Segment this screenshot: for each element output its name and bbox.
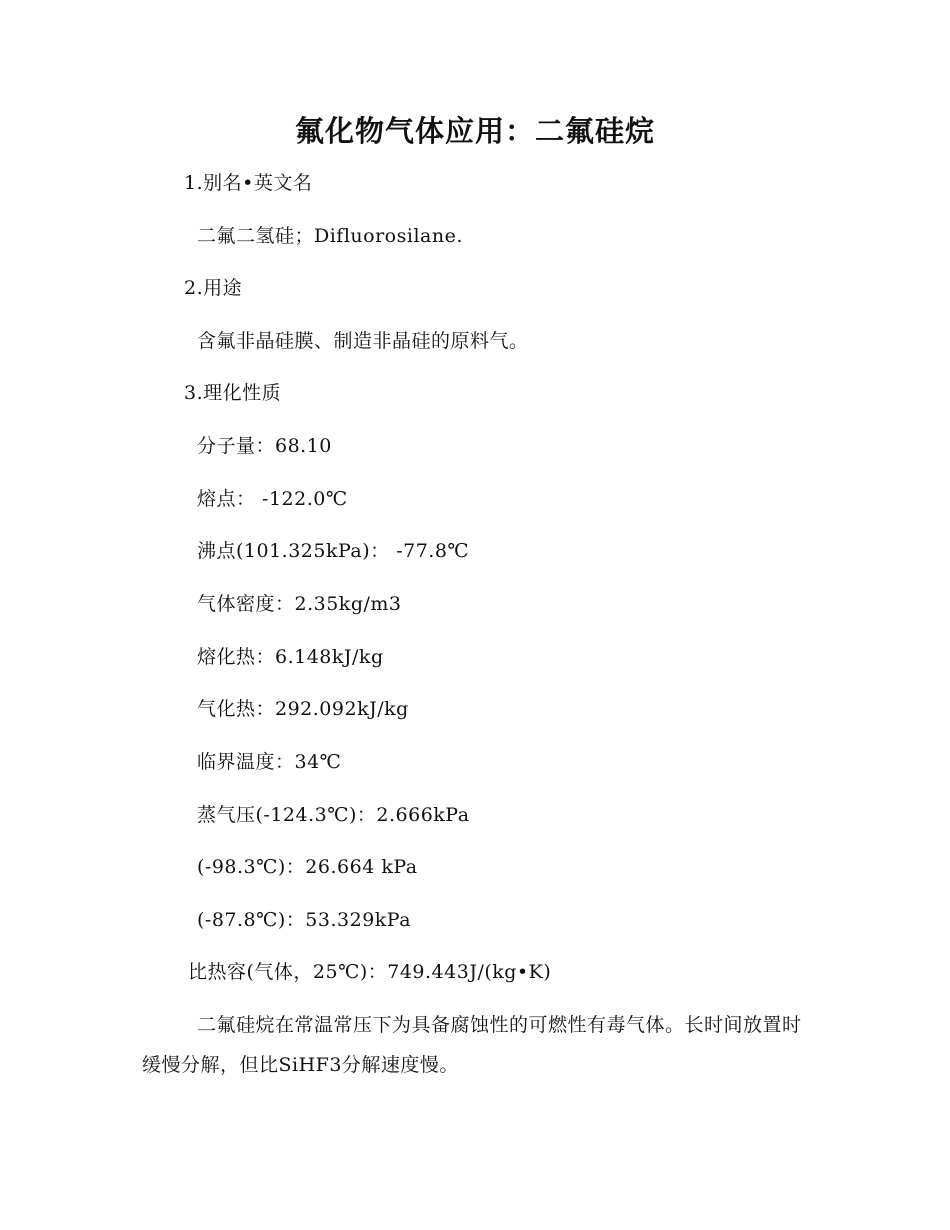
property-heat-of-vaporization: 气化热：292.092kJ/kg [197, 698, 409, 720]
description-paragraph: 二氟硅烷在常温常压下为具备腐蚀性的可燃性有毒气体。长时间放置时缓慢分解，但比SiHF3分解速度慢。 [142, 1014, 802, 1076]
property-critical-temperature: 临界温度：34℃ [197, 751, 342, 773]
property-molecular-weight: 分子量：68.10 [197, 435, 332, 457]
alias-text: 二氟二氢硅；Difluorosilane. [197, 225, 463, 247]
property-melting-point: 熔点： -122.0℃ [197, 488, 348, 510]
property-vapor-pressure-1: 蒸气压(-124.3℃)：2.666kPa [197, 804, 470, 826]
property-boiling-point: 沸点(101.325kPa)： -77.8℃ [197, 540, 470, 562]
property-heat-of-fusion: 熔化热：6.148kJ/kg [197, 646, 384, 668]
usage-text: 含氟非晶硅膜、制造非晶硅的原料气。 [197, 330, 529, 352]
section-heading-properties: 3.理化性质 [184, 382, 282, 404]
property-vapor-pressure-2: (-98.3℃)：26.664 kPa [197, 856, 418, 878]
section-heading-alias: 1.别名•英文名 [184, 172, 313, 194]
section-heading-usage: 2.用途 [184, 277, 243, 299]
document-title: 氟化物气体应用：二氟硅烷 [294, 114, 655, 148]
property-gas-density: 气体密度：2.35kg/m3 [197, 593, 402, 615]
property-specific-heat: 比热容(气体，25℃)：749.443J/(kg•K) [188, 961, 552, 983]
property-vapor-pressure-3: (-87.8℃)：53.329kPa [197, 909, 412, 931]
